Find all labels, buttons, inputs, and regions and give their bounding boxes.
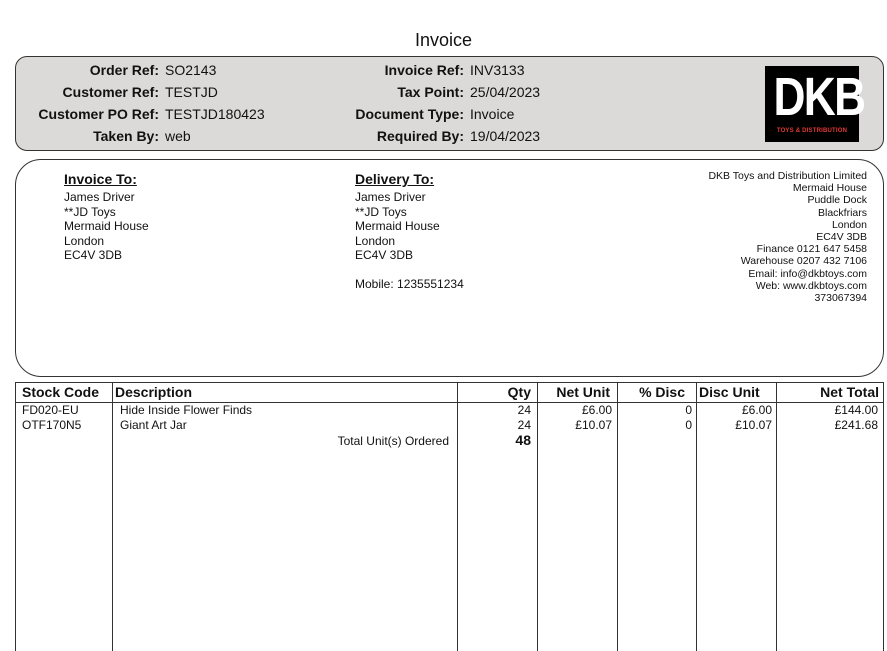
row-description: Hide Inside Flower Finds <box>120 403 253 417</box>
taken-by-label: Taken By: <box>93 128 159 144</box>
delivery-to-line: London <box>355 233 396 248</box>
address-panel <box>15 159 884 377</box>
document-type-row <box>16 103 464 125</box>
dkb-logo <box>765 66 865 142</box>
company-line: Puddle Dock <box>807 194 867 207</box>
row-disc-unit: £6.00 <box>741 403 772 417</box>
customer-po-value: TESTJD180423 <box>165 106 265 122</box>
company-line: EC4V 3DB <box>816 231 867 244</box>
row-net-unit: £6.00 <box>581 403 612 417</box>
required-by-label: Required By: <box>376 128 464 144</box>
invoice-to-block <box>64 171 149 263</box>
company-line: 373067394 <box>814 292 867 305</box>
invoice-to-line: EC4V 3DB <box>64 248 123 262</box>
row-qty: 24 <box>517 403 531 417</box>
header-description: Description <box>115 384 193 400</box>
invoice-to-line: Mermaid House <box>64 219 149 233</box>
row-net-total: £144.00 <box>834 403 878 417</box>
order-ref-value: SO2143 <box>165 62 217 78</box>
invoice-to-line: London <box>64 233 105 248</box>
customer-po-label: Customer PO Ref: <box>38 106 159 122</box>
required-by-row <box>16 125 464 147</box>
delivery-to-line: Mermaid House <box>355 219 440 233</box>
required-by-value: 19/04/2023 <box>470 128 541 144</box>
document-type-label: Document Type: <box>355 106 464 122</box>
row-qty: 24 <box>517 418 531 432</box>
logo-tagline: TOYS & DISTRIBUTION <box>776 128 848 134</box>
taken-by-value: web <box>165 128 191 144</box>
tax-point-row <box>16 81 464 103</box>
row-description: Giant Art Jar <box>120 418 187 432</box>
line-items-table <box>15 382 884 651</box>
delivery-to-heading: Delivery To: <box>355 171 435 187</box>
document-type-value: Invoice <box>470 106 515 122</box>
company-line: DKB Toys and Distribution Limited <box>708 170 867 182</box>
row-stock-code: OTF170N5 <box>22 418 82 432</box>
row-disc-unit: £10.07 <box>735 418 772 432</box>
company-line: Email: info@dkbtoys.com <box>748 267 867 280</box>
delivery-mobile: Mobile: 1235551234 <box>355 276 464 291</box>
order-ref-label: Order Ref: <box>89 62 159 78</box>
delivery-to-line: **JD Toys <box>355 204 407 219</box>
tax-point-label: Tax Point: <box>397 84 464 100</box>
invoice-ref-label: Invoice Ref: <box>384 62 464 78</box>
row-disc: 0 <box>685 403 692 417</box>
company-line: Warehouse 0207 432 7106 <box>740 255 867 268</box>
company-line: Finance 0121 647 5458 <box>756 243 867 256</box>
invoice-to-line: James Driver <box>64 190 135 204</box>
company-line: Mermaid House <box>792 182 867 195</box>
customer-ref-value: TESTJD <box>165 84 218 100</box>
row-disc: 0 <box>685 418 692 432</box>
delivery-to-line: EC4V 3DB <box>355 248 414 262</box>
delivery-to-line: James Driver <box>355 190 426 204</box>
row-net-unit: £10.07 <box>575 418 612 432</box>
invoice-ref-value: INV3133 <box>470 62 525 78</box>
company-line: Blackfriars <box>817 206 867 219</box>
tax-point-value: 25/04/2023 <box>470 84 541 100</box>
invoice-to-line: **JD Toys <box>64 204 116 219</box>
row-net-total: £241.68 <box>834 418 878 432</box>
customer-ref-label: Customer Ref: <box>62 84 159 100</box>
order-info-panel <box>15 56 884 151</box>
total-units-value: 48 <box>515 432 531 448</box>
company-details <box>708 170 867 304</box>
total-units-label: Total Unit(s) Ordered <box>337 434 449 448</box>
header-stock-code: Stock Code <box>22 384 100 400</box>
document-title: Invoice <box>414 30 473 50</box>
delivery-to-block <box>355 171 464 291</box>
invoice-to-heading: Invoice To: <box>64 171 137 187</box>
header-net-unit: Net Unit <box>556 384 610 400</box>
header-qty: Qty <box>507 384 531 400</box>
header-disc-unit: Disc Unit <box>699 384 760 400</box>
company-line: Web: www.dkbtoys.com <box>755 279 867 292</box>
row-stock-code: FD020-EU <box>22 403 79 417</box>
invoice-ref-row <box>16 59 464 81</box>
header-disc: % Disc <box>639 384 685 400</box>
company-line: London <box>831 218 867 231</box>
header-net-total: Net Total <box>820 384 879 400</box>
table-header <box>15 382 884 403</box>
logo-letters: DKB <box>773 67 865 127</box>
